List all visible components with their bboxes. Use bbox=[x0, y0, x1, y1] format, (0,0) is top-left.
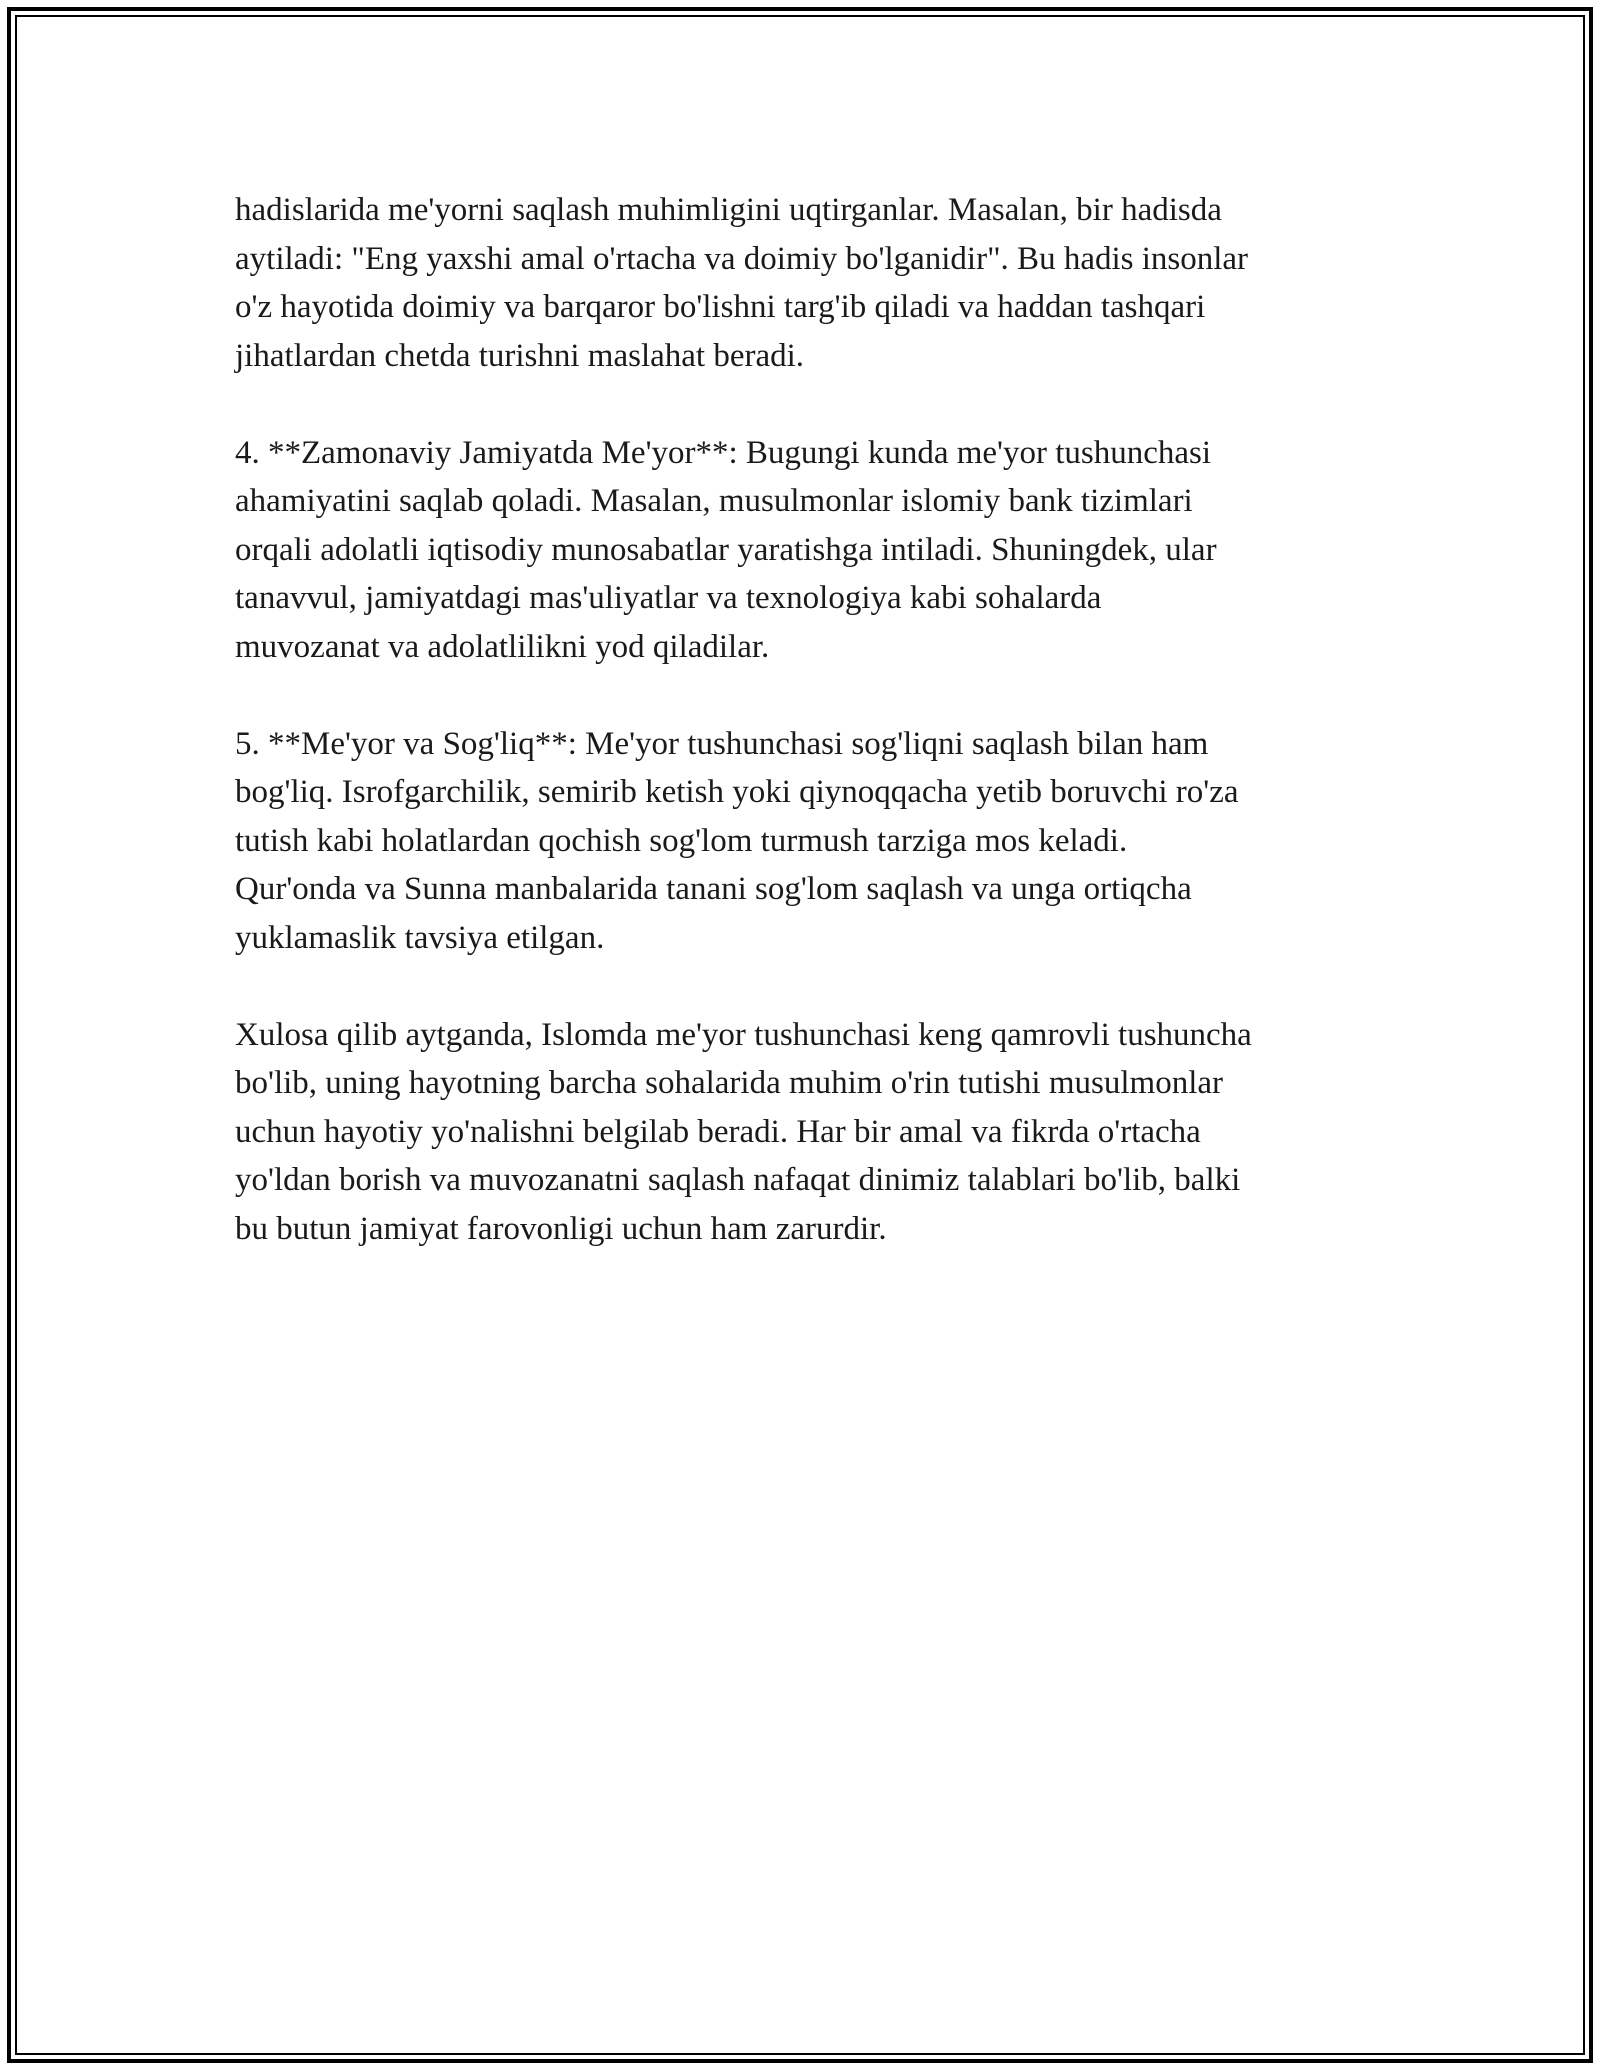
text-line: tanavvul, jamiyatdagi mas'uliyatlar va texnologiya kabi sohalarda bbox=[235, 580, 1102, 616]
text-line: aytiladi: "Eng yaxshi amal o'rtacha va doimiy bo'lganidir". Bu hadis insonlar bbox=[235, 240, 1249, 277]
text-line: uchun hayotiy yo'nalishni belgilab beradi. Har bir amal va fikrda o'rtacha bbox=[235, 1113, 1201, 1150]
text-line: Qur'onda va Sunna manbalarida tanani sog'lom saqlash va unga ortiqcha bbox=[235, 871, 1192, 907]
text-line: muvozanat va adolatlilikni yod qiladilar. bbox=[235, 628, 770, 665]
text-line: bu butun jamiyat farovonligi uchun ham zarurdir. bbox=[235, 1210, 887, 1247]
paragraph-conclusion bbox=[235, 1011, 1395, 1254]
text-line: o'z hayotida doimiy va barqaror bo'lishni targ'ib qiladi va haddan tashqari bbox=[235, 289, 1206, 325]
paragraph-hadith-continuation bbox=[235, 186, 1395, 380]
text-line: 4. **Zamonaviy Jamiyatda Me'yor**: Bugungi kunda me'yor tushunchasi bbox=[235, 434, 1212, 471]
document-body bbox=[235, 186, 1395, 1302]
text-line: bo'lib, uning hayotning barcha sohalarida muhim o'rin tutishi musulmonlar bbox=[235, 1065, 1224, 1101]
text-line: 5. **Me'yor va Sog'liq**: Me'yor tushunchasi sog'liqni saqlash bilan ham bbox=[235, 725, 1209, 762]
text-line: jihatlardan chetda turishni maslahat beradi. bbox=[235, 337, 805, 374]
text-line: yo'ldan borish va muvozanatni saqlash nafaqat dinimiz talablari bo'lib, balki bbox=[235, 1162, 1241, 1198]
text-line: yuklamaslik tavsiya etilgan. bbox=[235, 919, 605, 956]
paragraph-health bbox=[235, 720, 1395, 963]
text-line: Xulosa qilib aytganda, Islomda me'yor tushunchasi keng qamrovli tushuncha bbox=[235, 1016, 1252, 1053]
text-line: orqali adolatli iqtisodiy munosabatlar yaratishga intiladi. Shuningdek, ular bbox=[235, 531, 1217, 568]
text-line: bog'liq. Isrofgarchilik, semirib ketish yoki qiynoqqacha yetib boruvchi ro'za bbox=[235, 774, 1239, 810]
text-line: hadislarida me'yorni saqlash muhimligini uqtirganlar. Masalan, bir hadisda bbox=[235, 192, 1222, 228]
paragraph-modern-society bbox=[235, 429, 1395, 672]
text-line: ahamiyatini saqlab qoladi. Masalan, musulmonlar islomiy bank tizimlari bbox=[235, 483, 1193, 519]
text-line: tutish kabi holatlardan qochish sog'lom turmush tarziga mos keladi. bbox=[235, 822, 1128, 859]
